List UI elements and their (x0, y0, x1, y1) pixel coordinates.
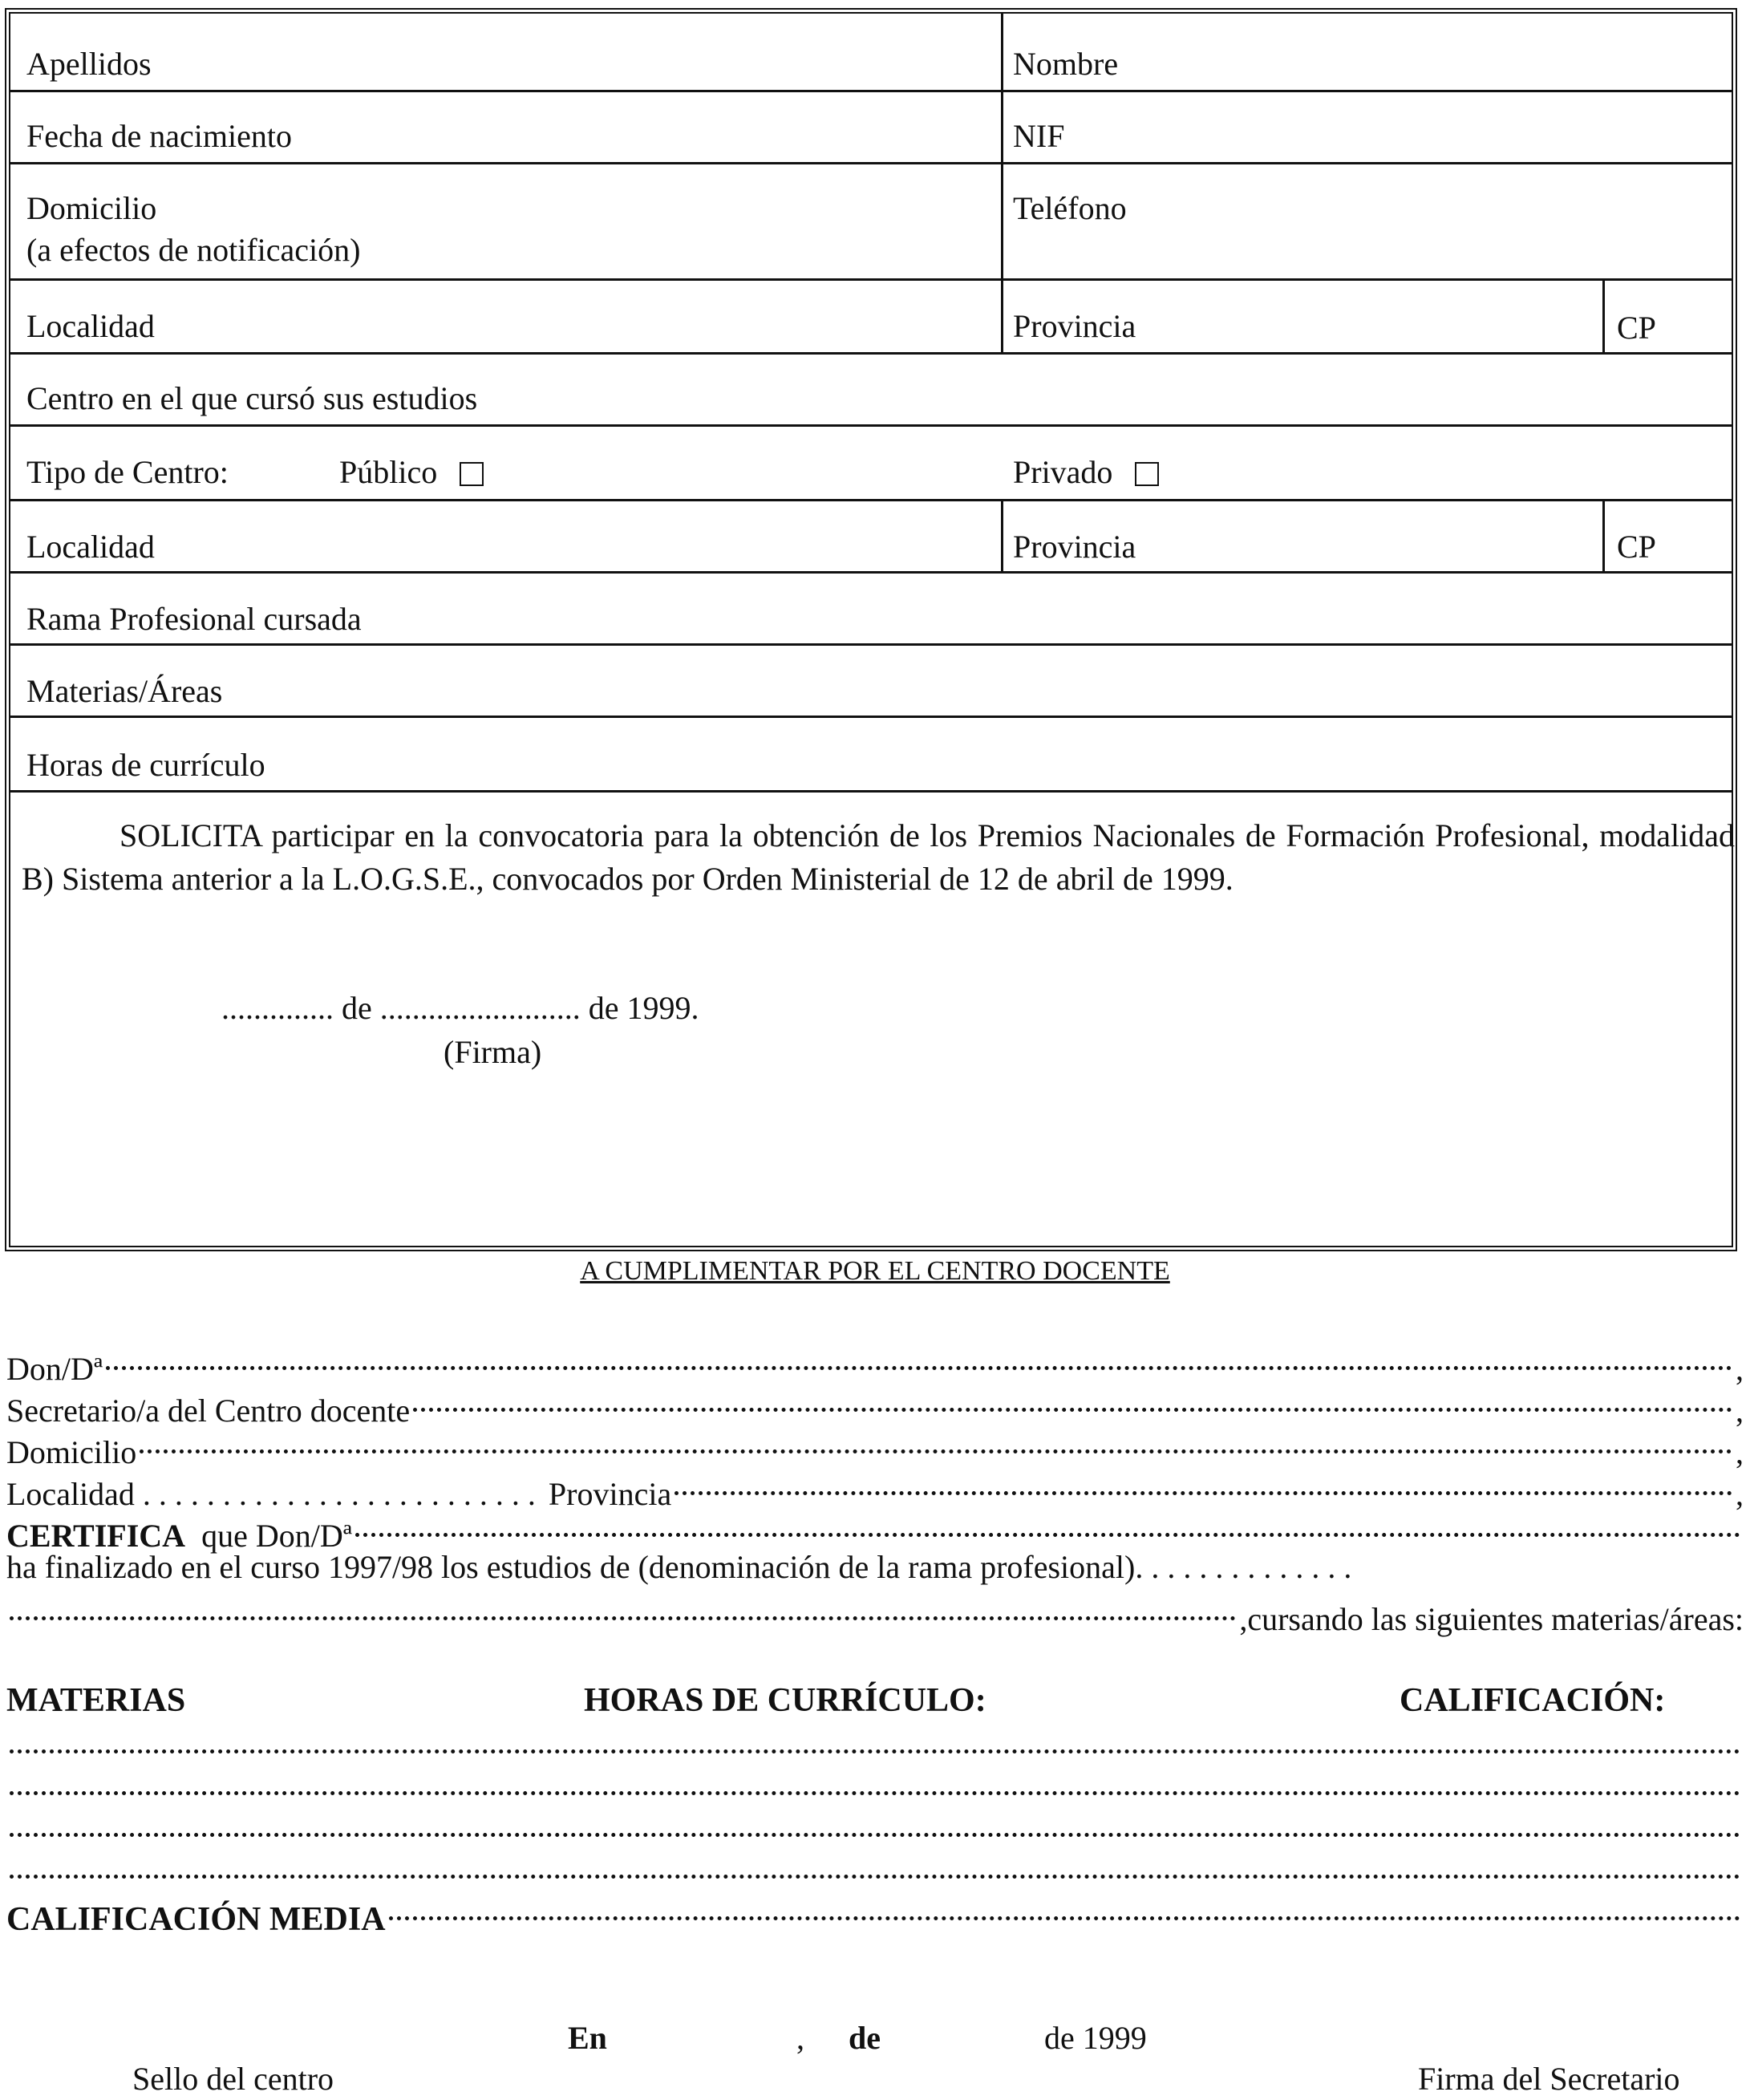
col-materias: MATERIAS (6, 1682, 186, 1719)
dotted-fill (106, 1338, 1732, 1380)
provincia-field[interactable]: Provincia (1013, 308, 1136, 344)
centro-field[interactable]: Centro en el que cursó sus estudios (26, 380, 478, 416)
col-divider (1001, 14, 1003, 278)
publico-checkbox[interactable] (460, 462, 484, 486)
dotted-fill (413, 1380, 1732, 1421)
fecha-nacimiento-field[interactable]: Fecha de nacimiento (26, 118, 292, 154)
dotted-fill (10, 1588, 1236, 1630)
line-end-comma: , (1736, 1393, 1744, 1429)
cp-centro-field[interactable]: CP (1617, 529, 1656, 565)
calificacion-media-line[interactable] (6, 1888, 1744, 1940)
cursando-line[interactable] (6, 1588, 1744, 1640)
firma-label: (Firma) (444, 1034, 542, 1070)
de-label: de (849, 2020, 881, 2056)
row-divider (10, 790, 1732, 793)
en-label: En (568, 2020, 607, 2056)
col-divider (1001, 499, 1003, 571)
don-label: Don/Dª (6, 1351, 103, 1387)
de-1999-label: de 1999 (1044, 2020, 1147, 2056)
materia-row[interactable] (6, 1763, 1744, 1805)
dotted-fill (10, 1805, 1740, 1847)
fecha-line[interactable]: .............. de ......................... de 1999. (221, 990, 699, 1026)
publico-label: Público (339, 454, 438, 490)
materia-row[interactable] (6, 1805, 1744, 1847)
dotted-fill (10, 1721, 1740, 1763)
privado-checkbox[interactable] (1135, 462, 1159, 486)
line-end-comma: , (1736, 1351, 1744, 1387)
publico-option[interactable] (339, 452, 484, 493)
tipo-centro-label: Tipo de Centro: (26, 454, 229, 490)
row-divider (10, 278, 1732, 281)
finalizado-line (6, 1547, 1744, 1588)
domicilio-note: (a efectos de notificación) (26, 232, 361, 268)
secretario-label: Secretario/a del Centro docente (6, 1393, 411, 1429)
localidad-label: Localidad . . . . . . . . . . . . . . . . . . . . . . . . . (6, 1476, 536, 1512)
application-form (5, 8, 1737, 1251)
provincia-centro-field[interactable]: Provincia (1013, 529, 1136, 565)
row-divider (10, 716, 1732, 718)
cert-section-header: A CUMPLIMENTAR POR EL CENTRO DOCENTE (580, 1256, 1170, 1286)
domicilio-field[interactable]: Domicilio (26, 190, 157, 226)
telefono-field[interactable]: Teléfono (1013, 190, 1127, 226)
finalizado-text: ha finalizado en el curso 1997/98 los estudios de (denominación de la rama profesional). . . . . . . . . . . . . . (6, 1549, 1352, 1585)
nif-field[interactable]: NIF (1013, 118, 1065, 154)
line-end-comma: , (1736, 1434, 1744, 1470)
provincia-label: Provincia (548, 1476, 672, 1512)
sello-label: Sello del centro (132, 2061, 334, 2097)
row-divider (10, 162, 1732, 164)
localidad-field[interactable]: Localidad (26, 308, 155, 344)
row-divider (10, 352, 1732, 355)
cursando-text: ,cursando las siguientes materias/áreas: (1239, 1601, 1744, 1637)
materia-row[interactable] (6, 1721, 1744, 1763)
firma-secretario-label: Firma del Secretario (1418, 2061, 1680, 2097)
localidad-centro-field[interactable]: Localidad (26, 529, 155, 565)
materias-field[interactable]: Materias/Áreas (26, 673, 223, 709)
nombre-field[interactable]: Nombre (1013, 46, 1119, 82)
col-divider (1602, 278, 1605, 352)
domicilio-label: Domicilio (6, 1434, 137, 1470)
line-end-comma: , (1736, 1476, 1744, 1512)
dotted-fill (355, 1505, 1740, 1547)
privado-label: Privado (1013, 454, 1113, 490)
col-calificacion: CALIFICACIÓN: (1400, 1682, 1666, 1719)
row-divider (10, 571, 1732, 574)
materia-row[interactable] (6, 1847, 1744, 1888)
privado-option[interactable] (1013, 452, 1159, 493)
dotted-fill (140, 1421, 1732, 1463)
calificacion-media-label: CALIFICACIÓN MEDIA (6, 1901, 386, 1938)
col-divider (1001, 278, 1003, 352)
cp-field[interactable]: CP (1617, 310, 1656, 346)
que-don-label: que Don/Dª (201, 1518, 352, 1554)
dotted-fill (10, 1847, 1740, 1888)
dotted-fill (674, 1463, 1732, 1505)
col-horas: HORAS DE CURRÍCULO: (584, 1682, 986, 1719)
row-divider (10, 90, 1732, 92)
dotted-fill (10, 1763, 1740, 1805)
en-comma: , (796, 2020, 804, 2056)
rama-field[interactable]: Rama Profesional cursada (26, 601, 362, 637)
apellidos-field[interactable]: Apellidos (26, 46, 152, 82)
row-divider (10, 643, 1732, 646)
certifica-label: CERTIFICA (6, 1518, 186, 1554)
horas-field[interactable]: Horas de currículo (26, 747, 265, 783)
solicita-paragraph: SOLICITA participar en la convocatoria para la obtención de los Premios Nacionales de Formación Profesional, modalidad B) Sistema anterior a la L.O.G.S.E., convocados por Orden Ministerial de 12 de abril de 1999. (22, 817, 1735, 897)
dotted-fill (389, 1888, 1740, 1930)
col-divider (1602, 499, 1605, 571)
row-divider (10, 424, 1732, 427)
row-divider (10, 499, 1732, 501)
